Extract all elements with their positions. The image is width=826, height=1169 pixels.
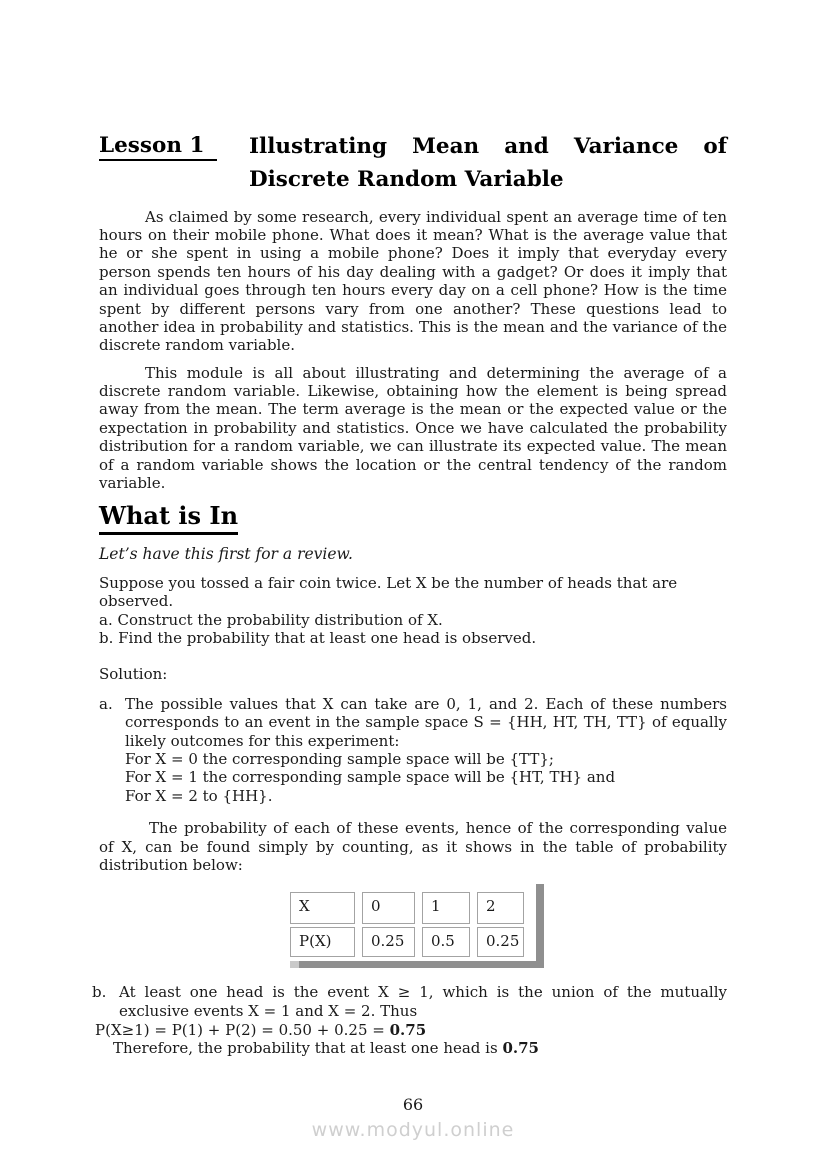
vertical-scrollbar[interactable]	[536, 884, 544, 968]
conclusion-line	[113, 1039, 727, 1057]
intro-paragraph-2: This module is all about illustrating and determining the average of a discrete random variable. Likewise, obtaining how the element is being spread away from the mean. The term average is the mean or the expected value or the expectation in probability and statistics. Once we have calculated the probability distribution for a random variable, we can illustrate its expected value. The mean of a random variable shows the location or the central tendency of the random variable.	[99, 363, 727, 492]
conclusion-result: 0.75	[502, 1039, 539, 1058]
solution-label: Solution:	[99, 664, 168, 683]
table-cell-x-label: X	[290, 892, 355, 924]
lesson-header	[99, 130, 727, 197]
problem-task-b: b. Find the probability that at least one head is observed.	[99, 629, 537, 648]
lesson-number	[99, 130, 249, 197]
problem-statement: Suppose you tossed a fair coin twice. Let X be the number of heads that are observed.	[99, 574, 678, 611]
table-cell-px-label: P(X)	[290, 927, 355, 957]
solution-part-a-body	[125, 695, 727, 805]
probability-formula	[95, 1021, 727, 1039]
probability-table-area	[99, 892, 727, 971]
table-cell-px-2: 0.25	[477, 927, 524, 957]
lesson-title-line2: Discrete Random Variable	[249, 167, 564, 193]
section-heading-what-is-in	[99, 502, 727, 531]
solution-part-b-text: At least one head is the event X ≥ 1, which is the union of the mutually exclusive events X = 1 and X = 2. Thus	[119, 983, 727, 1020]
intro-paragraph-1: As claimed by some research, every individual spent an average time of ten hours on their mobile phone. What does it mean? What is the average value that he or she spent in using a mobile phone? Does it imply that everyday every person spends ten hours of his day dealing with a gadget? Or does it imply that an individual goes through ten hours every day on a cell phone? How is the time spent by different persons vary from one another? These questions lead to another idea in probability and statistics. This is the mean and the variance of the discrete random variable.	[99, 207, 727, 355]
table-cell-px-0: 0.25	[362, 927, 415, 957]
probability-distribution-table	[283, 889, 531, 960]
section-heading-text: What is In	[99, 501, 238, 535]
page-number: 66	[402, 1095, 424, 1114]
watermark-url: www.modyul.online	[311, 1119, 515, 1141]
table-cell-x-1: 1	[422, 892, 470, 924]
table-cell-x-2: 2	[477, 892, 524, 924]
solution-part-a-text: The possible values that X can take are 0, 1, and 2. Each of these numbers corresponds to an event in the sample space S = {HH, HT, TH, TT} of equally likely outcomes for this experiment:	[125, 694, 727, 750]
sample-space-line-x0: For X = 0 the corresponding sample space will be {TT};	[125, 750, 554, 769]
sample-space-line-x2: For X = 2 to {HH}.	[125, 786, 273, 805]
table-cell-x-0: 0	[362, 892, 415, 924]
solution-part-a	[99, 695, 727, 805]
formula-result: 0.75	[389, 1021, 427, 1040]
table-row	[290, 892, 524, 924]
horizontal-scrollbar-track	[290, 961, 299, 968]
review-note: Let’s have this first for a review.	[99, 545, 353, 564]
sample-space-line-x1: For X = 1 the corresponding sample space will be {HT, TH} and	[125, 768, 616, 787]
solution-part-a-marker: a.	[99, 694, 113, 713]
problem-task-a: a. Construct the probability distribution of X.	[99, 610, 443, 629]
formula-expression: P(X≥1) = P(1) + P(2) = 0.50 + 0.25 =	[95, 1021, 390, 1040]
lesson-title-line1: Illustrating Mean and Variance of	[249, 134, 727, 159]
lesson-number-text: Lesson 1	[99, 133, 217, 161]
table-row	[290, 927, 524, 957]
table-cell-px-1: 0.5	[422, 927, 470, 957]
lesson-title	[249, 130, 727, 197]
table-intro-paragraph: The probability of each of these events, hence of the corresponding value of X, can be found simply by counting, as it shows in the table of probability distribution below:	[99, 819, 727, 874]
conclusion-text: Therefore, the probability that at least one head is	[113, 1039, 503, 1058]
horizontal-scrollbar[interactable]	[290, 961, 543, 968]
problem-block	[99, 574, 727, 648]
solution-part-b	[92, 983, 727, 1020]
solution-part-b-marker: b.	[92, 983, 107, 1002]
